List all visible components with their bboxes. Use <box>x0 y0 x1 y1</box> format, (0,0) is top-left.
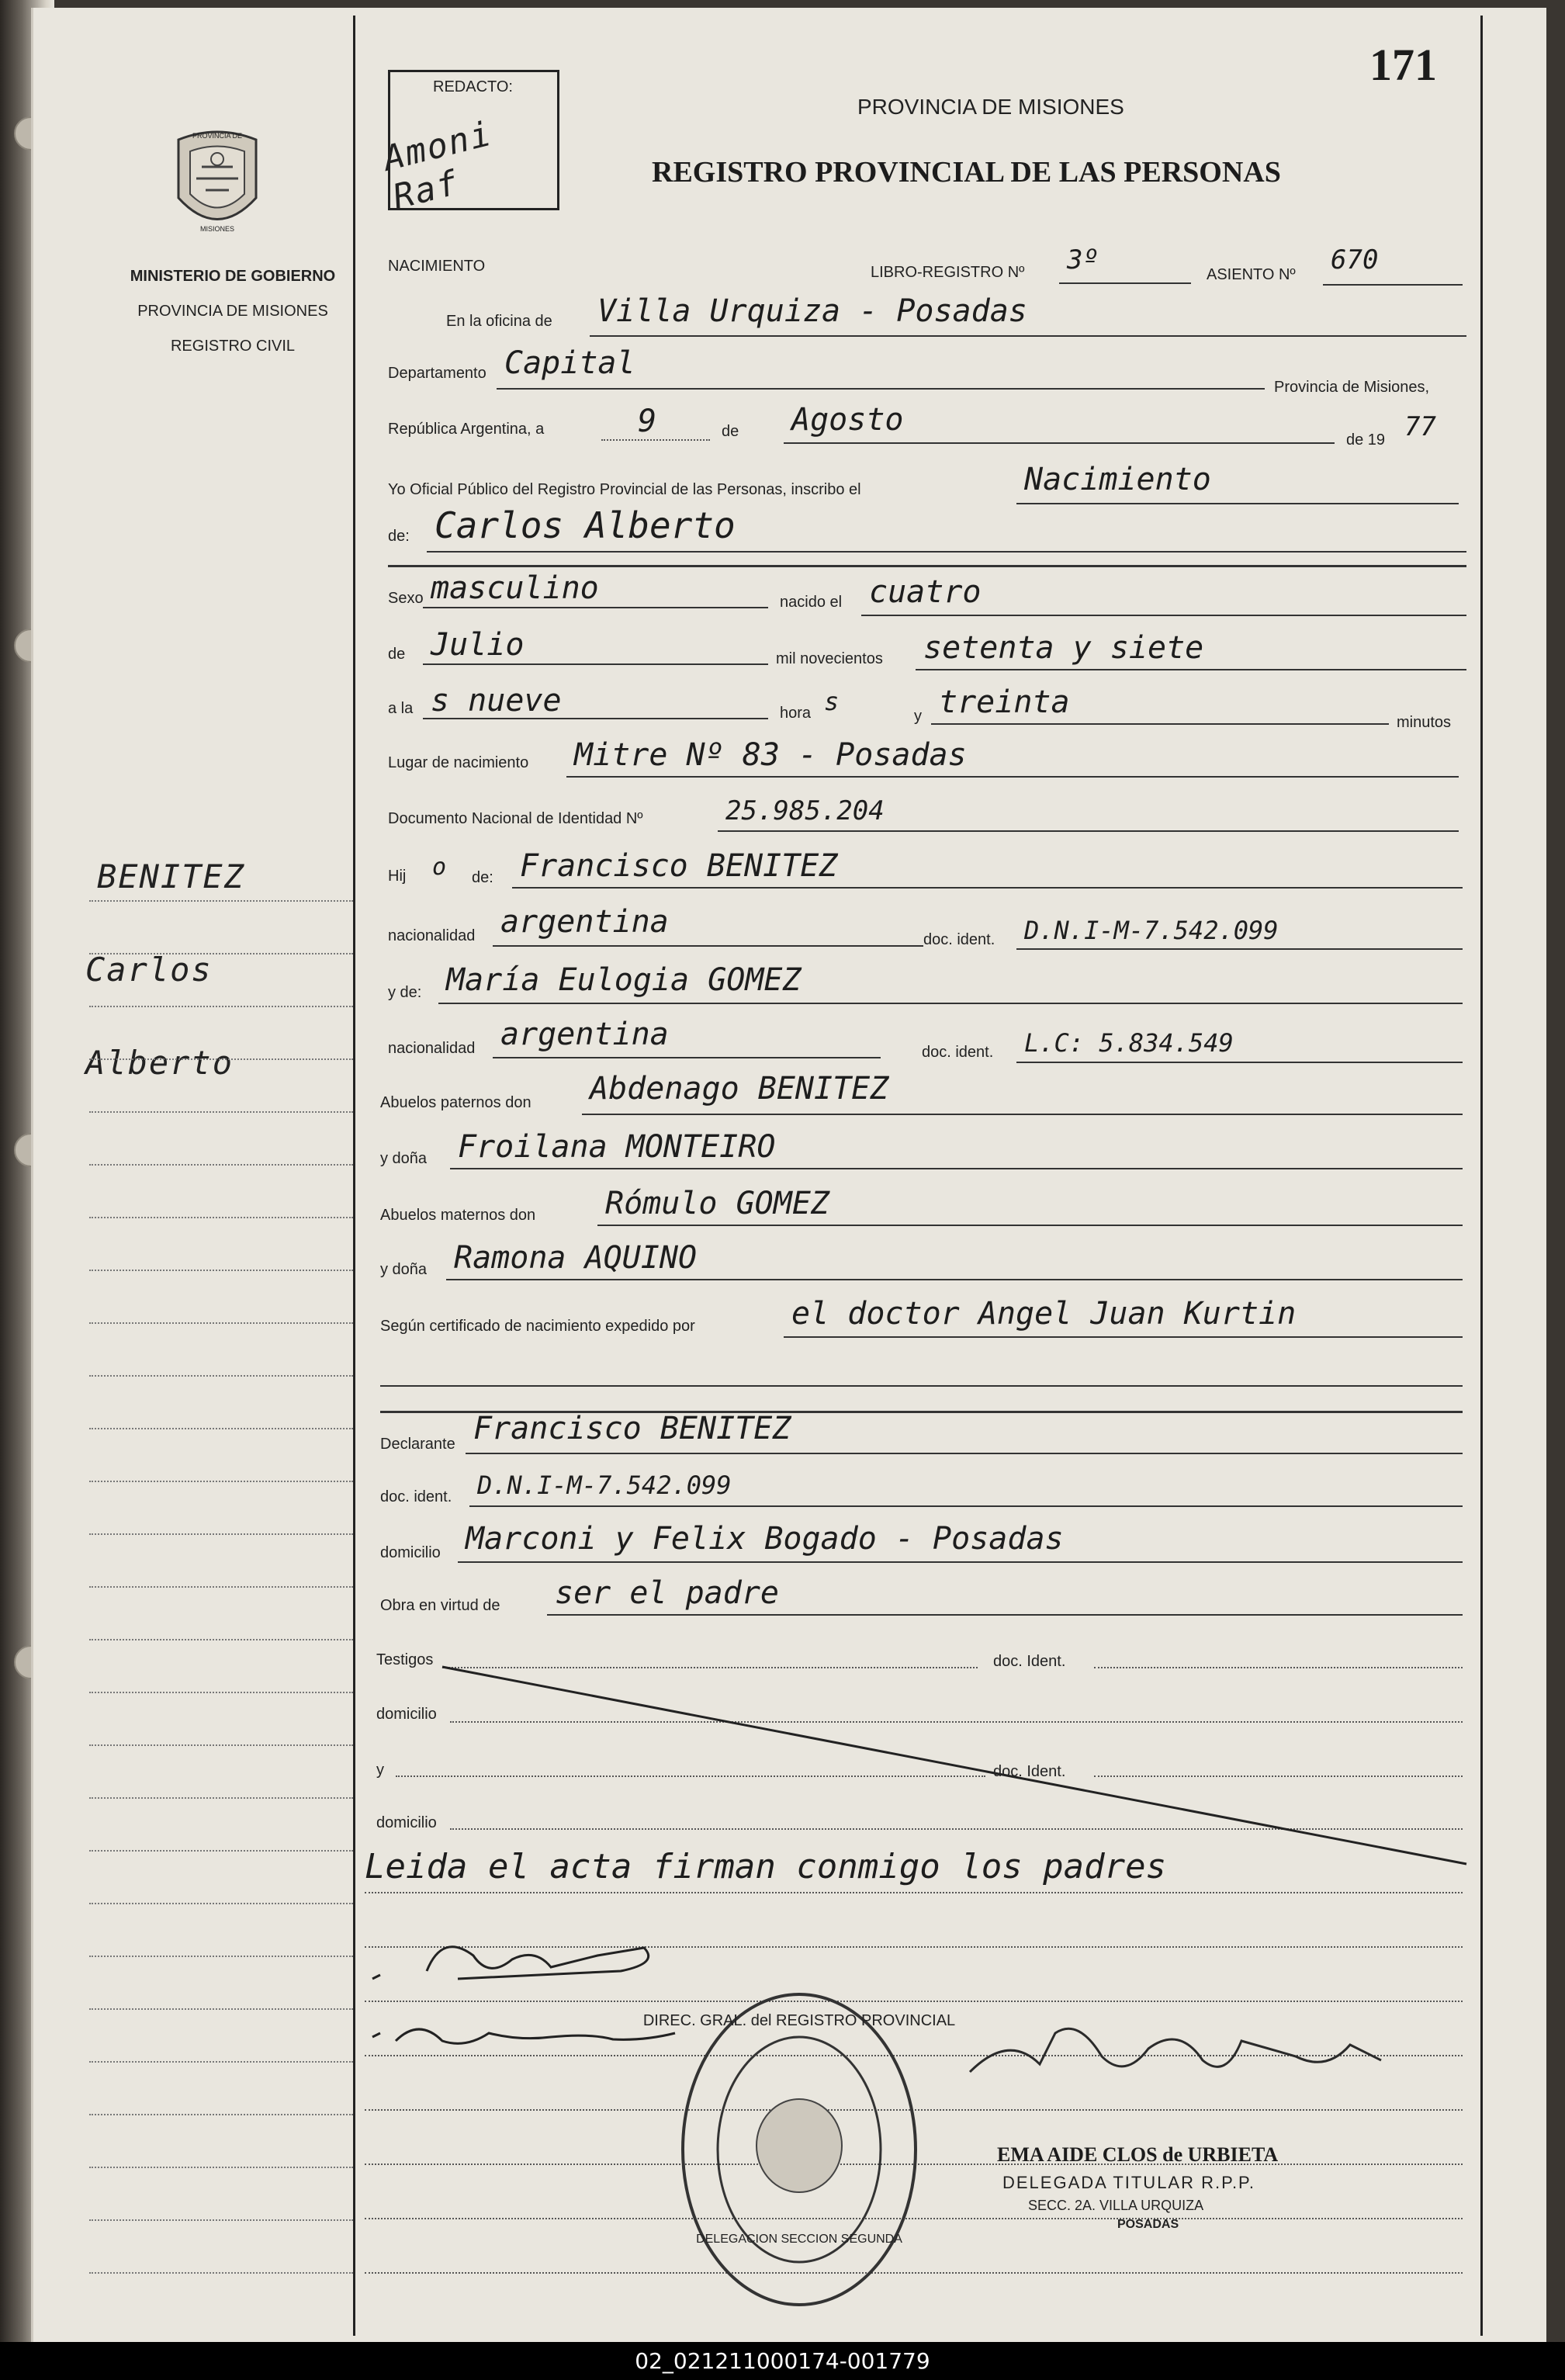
official-section: SECC. 2A. VILLA URQUIZA <box>1028 2198 1204 2213</box>
de-label: de <box>722 423 739 440</box>
margin-ruled-line <box>89 1744 353 1746</box>
certificado-label: Según certificado de nacimiento expedido por <box>380 1318 695 1335</box>
margin-ruled-line <box>89 1006 353 1007</box>
margin-first-name: Carlos <box>85 951 213 989</box>
abuela-pat-value: Froilana MONTEIRO <box>458 1129 776 1165</box>
nombre-value: Carlos Alberto <box>435 504 736 546</box>
horas-suffix: s <box>824 687 840 716</box>
abuela-pat-label: y doña <box>380 1150 428 1167</box>
margin-ruled-line <box>89 1586 353 1588</box>
abuela-mat-value: Ramona AQUINO <box>454 1240 698 1276</box>
margin-ruled-line <box>89 1428 353 1429</box>
decl-doc-label: doc. ident. <box>380 1488 452 1505</box>
nacido-value: cuatro <box>869 574 982 610</box>
declarante-label: Declarante <box>380 1436 455 1453</box>
sexo-label: Sexo <box>388 590 424 607</box>
margin-ruled-line <box>89 1797 353 1799</box>
margin-ruled-line <box>89 1956 353 1957</box>
de2-label: de: <box>388 528 410 545</box>
official-city: POSADAS <box>1117 2218 1179 2231</box>
registry-round-stamp <box>642 1987 956 2312</box>
padre-doc-value: D.N.I-M-7.542.099 <box>1024 916 1279 945</box>
lugar-value: Mitre Nº 83 - Posadas <box>574 737 967 773</box>
stamp-ring-text: DIREC. GRAL. del REGISTRO PROVINCIAL <box>642 2012 956 2029</box>
libro-value: 3º <box>1067 244 1099 275</box>
margin-ruled-line <box>89 1270 353 1271</box>
margin-ruled-line <box>89 2272 353 2274</box>
oficial-label: Yo Oficial Público del Registro Provincial de las Personas, inscribo el <box>388 481 861 498</box>
anio-value: 77 <box>1404 411 1436 442</box>
dni-value: 25.985.204 <box>725 795 885 826</box>
margin-ruled-line <box>89 1111 353 1113</box>
mil-label: mil novecientos <box>776 650 883 667</box>
sexo-value: masculino <box>431 570 599 606</box>
domicilio-value: Marconi y Felix Bogado - Posadas <box>466 1521 1064 1557</box>
certificado-value: el doctor Angel Juan Kurtin <box>791 1296 1297 1332</box>
abuelos-mat-label: Abuelos maternos don <box>380 1207 536 1224</box>
acto-value: Nacimiento <box>1024 462 1211 497</box>
margin-ruled-line <box>89 953 353 954</box>
y-label: y <box>914 708 922 725</box>
horas-label: hora <box>780 705 812 722</box>
margin-ruled-line <box>89 1903 353 1904</box>
official-signature <box>947 1987 1412 2118</box>
alas-label: a la <box>388 700 414 717</box>
domicilio-label: domicilio <box>380 1544 441 1561</box>
madre-doc-value: L.C: 5.834.549 <box>1024 1028 1234 1058</box>
obra-value: ser el padre <box>555 1575 779 1611</box>
hij-suffix: o <box>432 854 447 881</box>
hora-value: s nueve <box>431 683 562 719</box>
image-id-footer: 02_021211000174-001779 <box>0 2342 1565 2380</box>
dia-value: 9 <box>638 404 657 439</box>
page-number: 171 <box>1369 40 1437 90</box>
margin-ruled-line <box>89 1639 353 1640</box>
margin-ruled-line <box>89 1850 353 1852</box>
departamento-value: Capital <box>504 345 635 381</box>
padre-nac-value: argentina <box>500 904 669 940</box>
madre-nac-label: nacionalidad <box>388 1040 476 1057</box>
minutos-value: treinta <box>939 684 1070 720</box>
margin-ruled-line <box>89 2114 353 2115</box>
declarante-value: Francisco BENITEZ <box>473 1411 791 1446</box>
stamp-inner-text: DELEGACION SECCION SEGUNDA <box>696 2233 902 2246</box>
testigos-cancel-stroke <box>442 1661 1474 1870</box>
margin-ruled-line <box>89 2008 353 2010</box>
seal-bottom-text: MISIONES <box>199 225 235 233</box>
margin-surname: BENITEZ <box>97 857 246 896</box>
anio-nac-value: setenta y siete <box>923 630 1204 666</box>
minutos-label: minutos <box>1397 714 1452 731</box>
margin-ruled-line <box>89 2167 353 2168</box>
margin-ruled-line <box>89 2061 353 2063</box>
margin-ruled-line <box>89 1322 353 1324</box>
left-margin <box>62 16 357 2336</box>
margin-ruled-line <box>89 1692 353 1693</box>
decl-doc-value: D.N.I-M-7.542.099 <box>477 1471 732 1500</box>
dni-label: Documento Nacional de Identidad Nº <box>388 810 643 827</box>
oficina-label: En la oficina de <box>446 313 552 330</box>
closing-statement: Leida el acta firman conmigo los padres <box>365 1847 1167 1886</box>
asiento-label: ASIENTO Nº <box>1207 266 1296 283</box>
redacto-label: REDACTO: <box>433 78 513 95</box>
testigo1-domicilio-label: domicilio <box>376 1706 437 1723</box>
departamento-label: Departamento <box>388 365 486 382</box>
margin-ruled-line <box>89 1164 353 1166</box>
testigos-label: Testigos <box>376 1651 434 1668</box>
coat-of-arms-seal <box>167 124 268 241</box>
registry-title: REGISTRO PROVINCIAL DE LAS PERSONAS <box>652 156 1281 189</box>
abuela-mat-label: y doña <box>380 1261 428 1278</box>
mes-nac-value: Julio <box>431 627 525 663</box>
libro-label: LIBRO-REGISTRO Nº <box>871 264 1025 281</box>
asiento-value: 670 <box>1331 244 1379 275</box>
testigo1-doc-label: doc. Ident. <box>993 1653 1066 1670</box>
margin-ruled-line <box>89 2219 353 2221</box>
seal-top-text: PROVINCIA DE <box>192 132 243 140</box>
abuelo-mat-value: Rómulo GOMEZ <box>605 1186 829 1221</box>
nacimiento-label: NACIMIENTO <box>388 258 486 275</box>
province-header: PROVINCIA DE MISIONES <box>857 95 1124 119</box>
margin-ruled-line <box>89 1481 353 1482</box>
de3-label: de <box>388 646 406 663</box>
margin-ruled-line <box>89 900 353 902</box>
lugar-label: Lugar de nacimiento <box>388 754 529 771</box>
madre-nac-value: argentina <box>500 1017 669 1052</box>
padre-value: Francisco BENITEZ <box>520 848 838 884</box>
padre-nac-label: nacionalidad <box>388 927 476 944</box>
testigo2-domicilio-label: domicilio <box>376 1814 437 1831</box>
mes-value: Agosto <box>791 402 904 438</box>
redacto-signature: Amoni Raf <box>379 113 497 218</box>
margin-ruled-line <box>89 1533 353 1535</box>
obra-label: Obra en virtud de <box>380 1597 500 1614</box>
testigo2-y-label: y <box>376 1762 384 1779</box>
ministry-title: MINISTERIO DE GOBIERNO <box>130 268 336 285</box>
de4-label: de: <box>472 869 493 886</box>
official-role: DELEGADA TITULAR R.P.P. <box>1002 2173 1256 2192</box>
madre-value: María Eulogia GOMEZ <box>446 962 802 998</box>
ministry-province: PROVINCIA DE MISIONES <box>137 303 328 320</box>
republica-label: República Argentina, a <box>388 421 545 438</box>
official-name: EMA AIDE CLOS de URBIETA <box>997 2143 1279 2166</box>
margin-ruled-line <box>89 1058 353 1060</box>
ministry-civil-registry: REGISTRO CIVIL <box>170 338 296 355</box>
redacto-box <box>379 70 559 218</box>
testigo2-doc-label: doc. Ident. <box>993 1763 1066 1780</box>
margin-ruled-line <box>89 1375 353 1377</box>
yde-label: y de: <box>388 984 422 1001</box>
provincia-suffix: Provincia de Misiones, <box>1274 379 1430 396</box>
abuelo-pat-value: Abdenago BENITEZ <box>590 1071 889 1107</box>
margin-middle-name: Alberto <box>85 1044 234 1082</box>
anio-prefix: de 19 <box>1346 431 1386 449</box>
abuelos-pat-label: Abuelos paternos don <box>380 1094 531 1111</box>
hij-label: Hij <box>388 868 407 885</box>
padre-doc-label: doc. ident. <box>923 931 995 948</box>
margin-ruled-line <box>89 1217 353 1218</box>
madre-doc-label: doc. ident. <box>922 1044 994 1061</box>
nacido-label: nacido el <box>780 594 843 611</box>
oficina-value: Villa Urquiza - Posadas <box>597 293 1027 329</box>
